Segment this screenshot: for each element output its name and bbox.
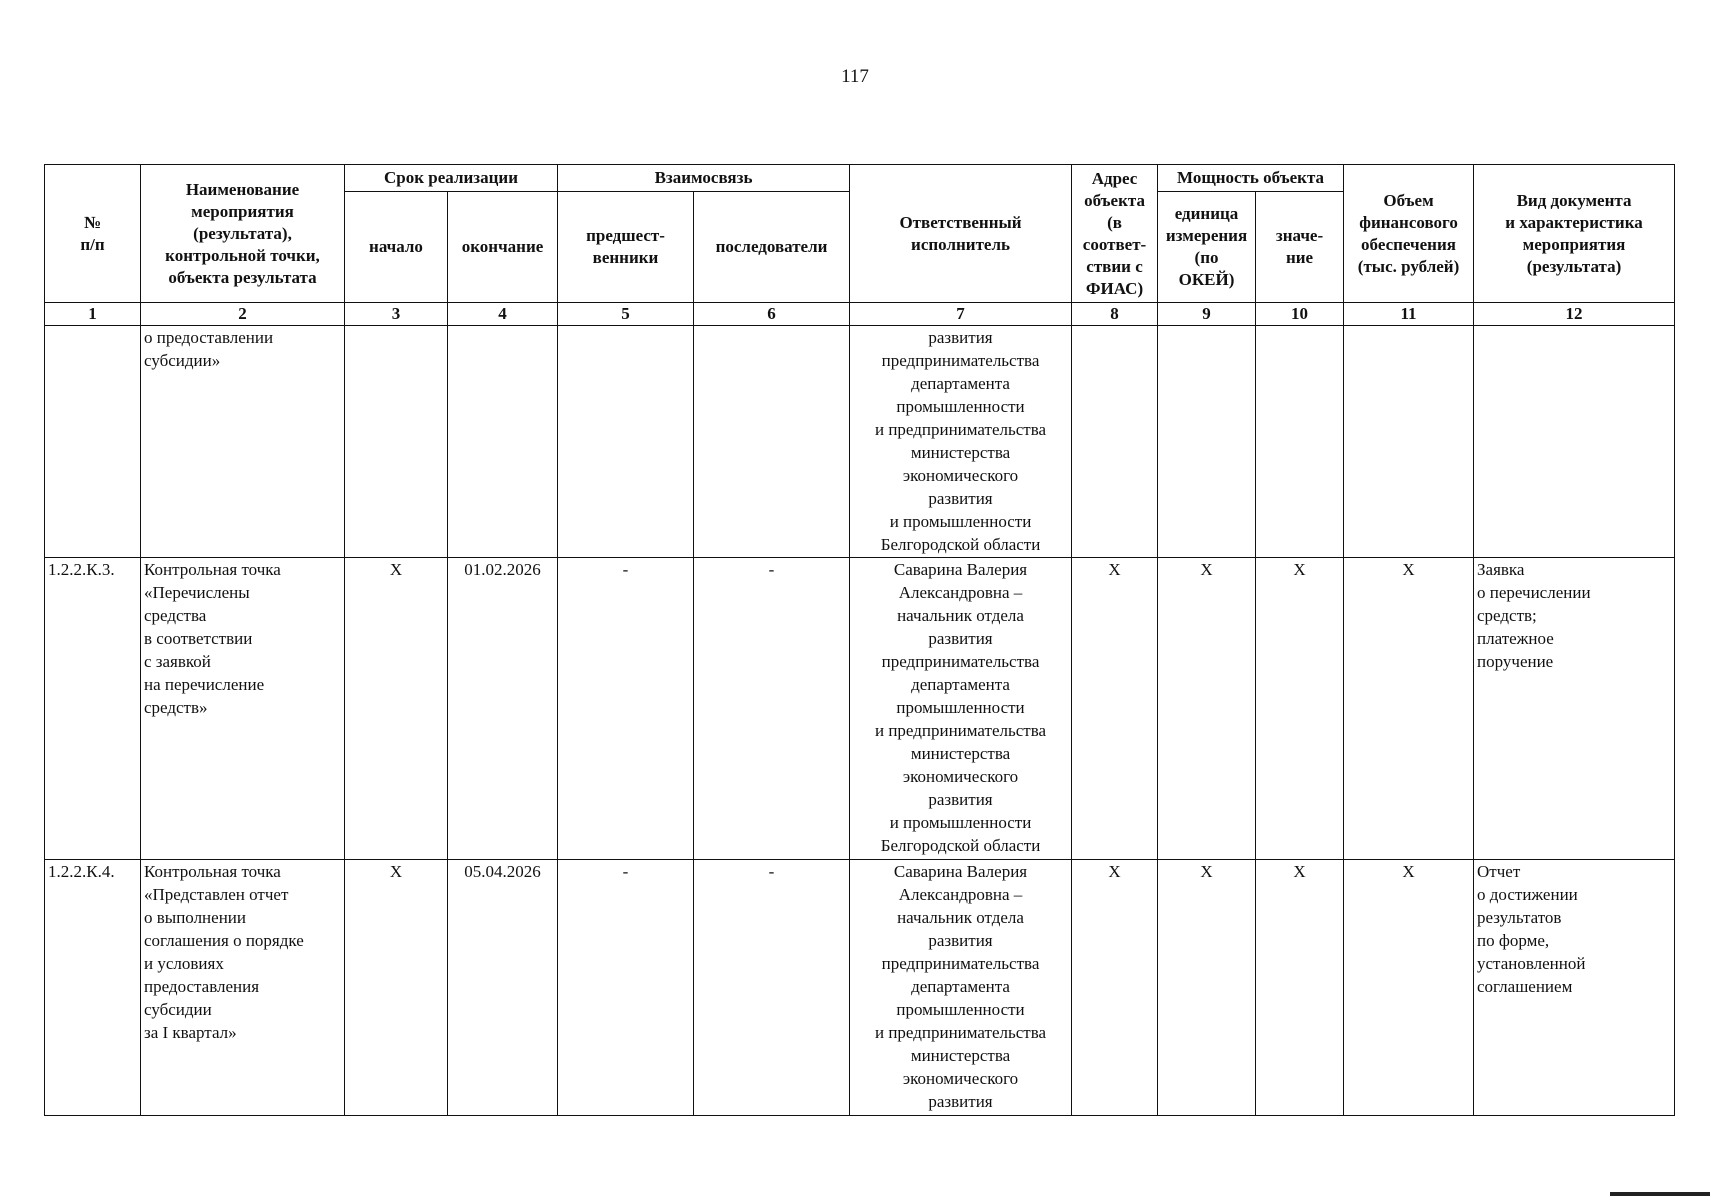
column-number: 4 <box>448 303 558 326</box>
column-number: 11 <box>1344 303 1474 326</box>
header-predecessors: предшест- венники <box>558 192 694 303</box>
cell-name: о предоставлении субсидии» <box>141 326 345 558</box>
header-address: Адрес объекта (в соответ- ствии с ФИАС) <box>1072 165 1158 303</box>
column-number: 12 <box>1474 303 1675 326</box>
cell-executor: развития предпринимательства департамента промышленности и предпринимательства министерства экономического развития и промышленности Белгородской области <box>850 326 1072 558</box>
header-name: Наименование мероприятия (результата), контрольной точки, объекта результата <box>141 165 345 303</box>
cell-predecessors: - <box>558 558 694 860</box>
column-number: 6 <box>694 303 850 326</box>
cell-name: Контрольная точка «Перечислены средства в соответствии с заявкой на перечисление средств» <box>141 558 345 860</box>
cell-finance <box>1344 326 1474 558</box>
cell-name: Контрольная точка «Представлен отчет о выполнении соглашения о порядке и условиях предоставления субсидии за I квартал» <box>141 860 345 1116</box>
cell-end: 01.02.2026 <box>448 558 558 860</box>
cell-executor: Саварина Валерия Александровна – начальник отдела развития предпринимательства департамента промышленности и предпринимательства министерства экономического развития <box>850 860 1072 1116</box>
cell-start: X <box>345 558 448 860</box>
cell-value: X <box>1256 558 1344 860</box>
column-number: 1 <box>45 303 141 326</box>
header-finance: Объем финансового обеспечения (тыс. рублей) <box>1344 165 1474 303</box>
cell-executor: Саварина Валерия Александровна – начальник отдела развития предпринимательства департамента промышленности и предпринимательства министерства экономического развития и промышленности Белгородской области <box>850 558 1072 860</box>
cell-document <box>1474 326 1675 558</box>
column-number: 2 <box>141 303 345 326</box>
cell-finance: X <box>1344 558 1474 860</box>
table-row <box>45 860 1675 1116</box>
cell-predecessors <box>558 326 694 558</box>
column-number: 10 <box>1256 303 1344 326</box>
cell-unit: X <box>1158 558 1256 860</box>
cell-start: X <box>345 860 448 1116</box>
cell-value <box>1256 326 1344 558</box>
column-number: 8 <box>1072 303 1158 326</box>
cell-successors: - <box>694 558 850 860</box>
cell-value: X <box>1256 860 1344 1116</box>
header-unit: единица измерения (по ОКЕЙ) <box>1158 192 1256 303</box>
cell-no: 1.2.2.К.4. <box>45 860 141 1116</box>
table-row <box>45 326 1675 558</box>
cell-successors: - <box>694 860 850 1116</box>
column-number-row <box>45 303 1675 326</box>
plan-table <box>44 164 1675 1116</box>
cell-no: 1.2.2.К.3. <box>45 558 141 860</box>
cell-end <box>448 326 558 558</box>
cell-no <box>45 326 141 558</box>
header-capacity-group: Мощность объекта <box>1158 165 1344 192</box>
cell-address: X <box>1072 558 1158 860</box>
table-row <box>45 558 1675 860</box>
cell-finance: X <box>1344 860 1474 1116</box>
header-document: Вид документа и характеристика мероприятия (результата) <box>1474 165 1675 303</box>
header-successors: последователи <box>694 192 850 303</box>
cell-end: 05.04.2026 <box>448 860 558 1116</box>
column-number: 9 <box>1158 303 1256 326</box>
cell-successors <box>694 326 850 558</box>
header-relation-group: Взаимосвязь <box>558 165 850 192</box>
scan-edge-mark <box>1610 1192 1710 1196</box>
cell-unit <box>1158 326 1256 558</box>
header-period-group: Срок реализации <box>345 165 558 192</box>
header-end: окончание <box>448 192 558 303</box>
cell-predecessors: - <box>558 860 694 1116</box>
page-number: 117 <box>841 66 869 87</box>
header-executor: Ответственный исполнитель <box>850 165 1072 303</box>
cell-address: X <box>1072 860 1158 1116</box>
header-no: № п/п <box>45 165 141 303</box>
cell-document: Отчет о достижении результатов по форме, установленной соглашением <box>1474 860 1675 1116</box>
cell-start <box>345 326 448 558</box>
cell-unit: X <box>1158 860 1256 1116</box>
header-start: начало <box>345 192 448 303</box>
cell-document: Заявка о перечислении средств; платежное поручение <box>1474 558 1675 860</box>
column-number: 5 <box>558 303 694 326</box>
header-value: значе- ние <box>1256 192 1344 303</box>
column-number: 7 <box>850 303 1072 326</box>
cell-address <box>1072 326 1158 558</box>
column-number: 3 <box>345 303 448 326</box>
